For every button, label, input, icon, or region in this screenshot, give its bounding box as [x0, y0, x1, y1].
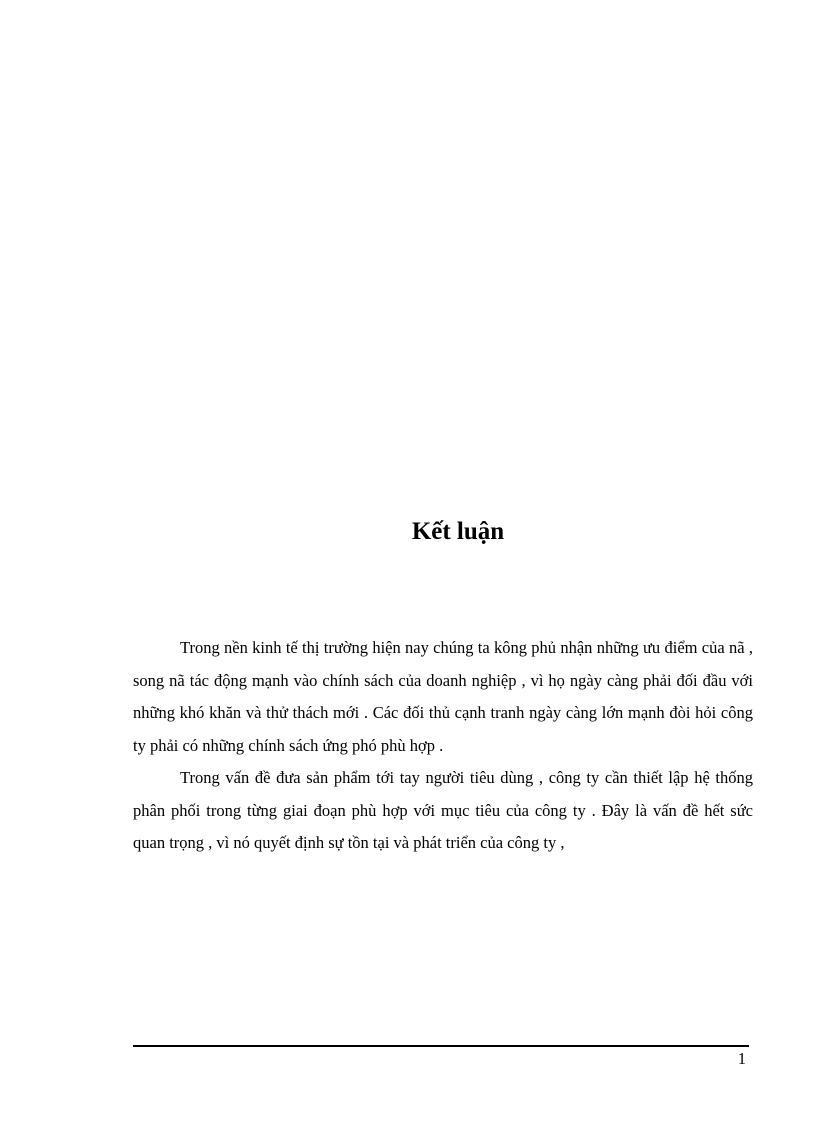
body-text — [133, 632, 753, 860]
page-number: 1 — [737, 1049, 746, 1068]
footer-divider — [133, 1045, 749, 1047]
page-title: Kết luận — [411, 518, 505, 545]
paragraph-2: Trong vấn đề đưa sản phẩm tới tay người tiêu dùng , công ty cần thiết lập hệ thống phân phối trong từng giai đoạn phù hợp với mục tiêu của công ty . Đây là vấn đề hết sức quan trọng , vì nó quyết định sự tồn tại và phát triển của công ty , — [133, 768, 753, 852]
paragraph-1: Trong nền kinh tế thị trường hiện nay chúng ta kông phủ nhận những ưu điểm của nã , song nã tác động mạnh vào chính sách của doanh nghiệp , vì họ ngày càng phải đối đầu với những khó khăn và thử thách mới . Các đối thủ cạnh tranh ngày càng lớn mạnh đòi hỏi công ty phải có những chính sách ứng phó phù hợp . — [133, 638, 753, 755]
